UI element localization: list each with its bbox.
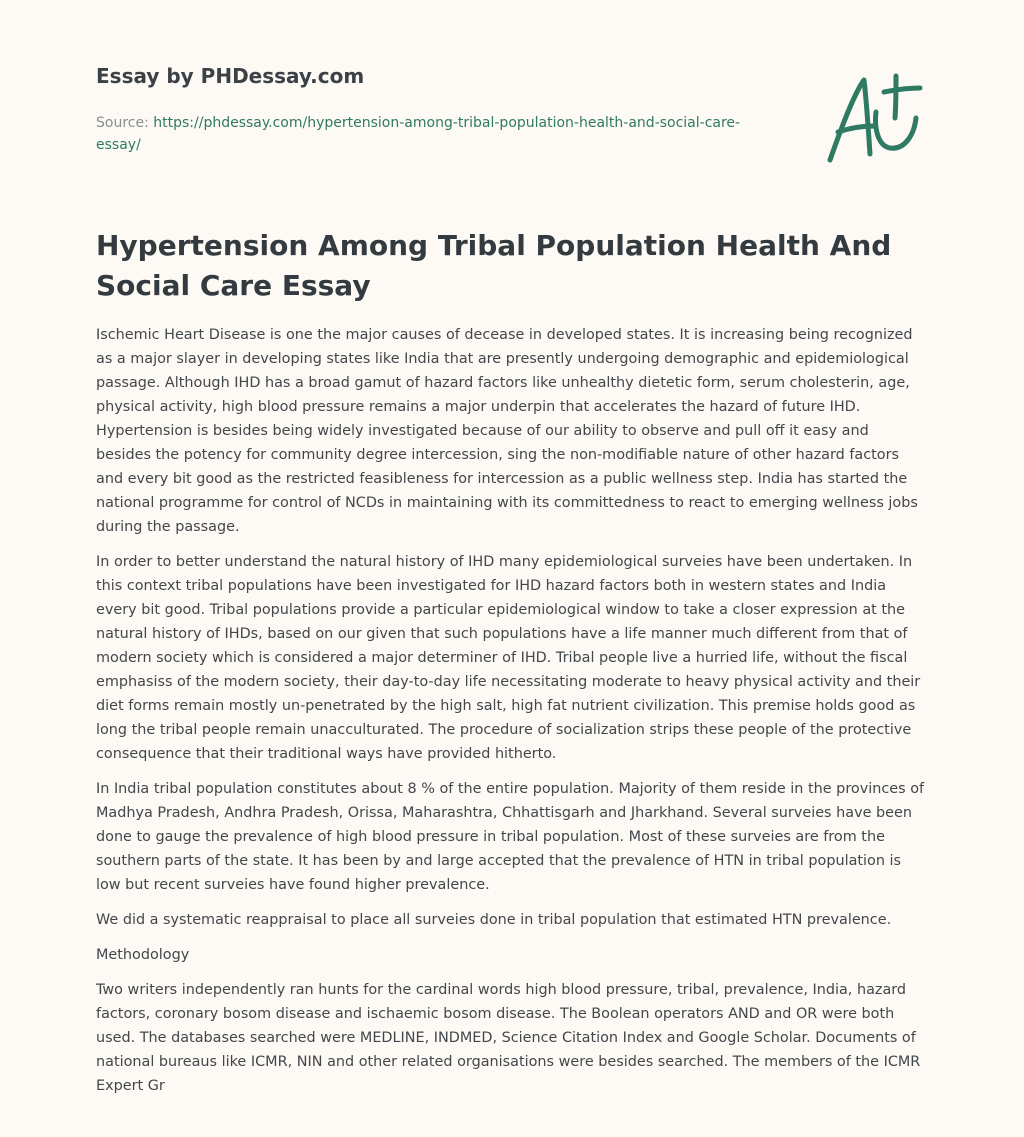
paragraph: In India tribal population constitutes about 8 % of the entire population. Majority of them reside in the provinces of Madhya Pradesh, Andhra Pradesh, Orissa, Maharashtra, Chhattisgarh and Jharkhand. Several surveies have been done to gauge the prevalence of high blood pressure in tribal population. Most of these surveies are from the southern parts of the state. It has been by and large accepted that the prevalence of HTN in tribal population is low but recent surveies have found higher prevalence.: [96, 781, 925, 893]
section-heading: Methodology: [96, 947, 190, 963]
paragraph: Ischemic Heart Disease is one the major causes of decease in developed states. It is increasing being recognized as a major slayer in developing states like India that are presently undergoing demographic and epidemiological passage. Although IHD has a broad gamut of hazard factors like unhealthy dietetic form, serum cholesterin, age, physical activity, high blood pressure remains a major underpin that accelerates the hazard of future IHD. Hypertension is besides being widely investigated because of our ability to observe and pull off it easy and besides the potency for community degree intercession, sing the non-modifiable nature of other hazard factors and every bit good as the restricted feasibleness for intercession as a public wellness step. India has started the national programme for control of NCDs in maintaining with its committedness to react to emerging wellness jobs during the passage.: [96, 327, 918, 535]
source-label: Source:: [96, 115, 149, 131]
source-link[interactable]: https://phdessay.com/hypertension-among-tribal-population-health-and-social-care-essay/: [96, 115, 741, 153]
a-plus-logo: [824, 66, 928, 166]
header: [96, 0, 928, 190]
page: [96, 0, 928, 1094]
paragraph: We did a systematic reappraisal to place all surveies done in tribal population that estimated HTN prevalence.: [96, 912, 892, 928]
a-plus-logo-icon: [824, 66, 928, 166]
paragraph: Two writers independently ran hunts for the cardinal words high blood pressure, tribal, prevalence, India, hazard factors, coronary bosom disease and ischaemic bosom disease. The Boolean operators AND and OR were both used. The databases searched were MEDLINE, INDMED, Science Citation Index and Google Scholar. Documents of national bureaus like ICMR, NIN and other related organisations were besides searched. The members of the ICMR Expert Gr: [96, 982, 921, 1094]
paragraph: In order to better understand the natural history of IHD many epidemiological surveies have been undertaken. In this context tribal populations have been investigated for IHD hazard factors both in western states and India every bit good. Tribal populations provide a particular epidemiological window to take a closer expression at the natural history of IHDs, based on our given that such populations have a life manner much different from that of modern society which is considered a major determiner of IHD. Tribal people live a hurried life, without the fiscal emphasiss of the modern society, their day-to-day life necessitating moderate to heavy physical activity and their diet forms remain mostly un-penetrated by the high salt, high fat nutrient civilization. This premise holds good as long the tribal people remain unacculturated. The procedure of socialization strips these people of the protective consequence that their traditional ways have provided hitherto.: [96, 554, 921, 762]
source-line: [96, 112, 756, 156]
essay-body: [96, 323, 928, 1133]
site-title: Essay by PHDessay.com: [96, 64, 365, 88]
essay-title: Hypertension Among Tribal Population Health And Social Care Essay: [96, 229, 892, 302]
